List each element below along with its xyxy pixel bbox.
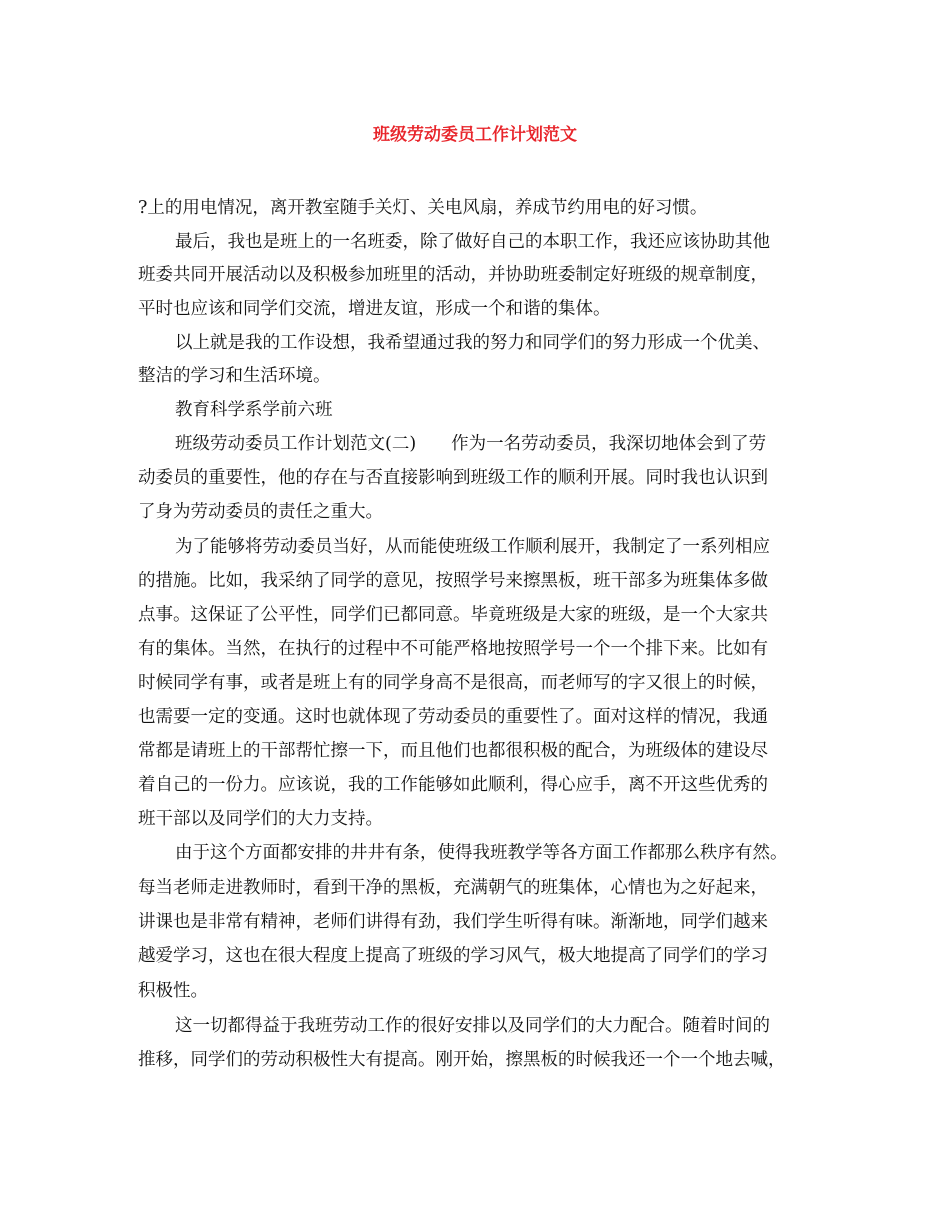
text-line: 由于这个方面都安排的井井有条，使得我班教学等各方面工作都那么秩序有然。 bbox=[175, 843, 788, 863]
text-line: 的措施。比如，我采纳了同学的意见，按照学号来擦黑板，班干部多为班集体多做 bbox=[138, 571, 768, 591]
text-line: 动委员的重要性，他的存在与否直接影响到班级工作的顺利开展。同时我也认识到 bbox=[138, 468, 768, 488]
text-line: 推移，同学们的劳动积极性大有提高。刚开始，擦黑板的时候我还一个一个地去喊， bbox=[138, 1050, 786, 1070]
text-line: 点事。这保证了公平性，同学们已都同意。毕竟班级是大家的班级，是一个大家共 bbox=[138, 605, 768, 625]
text-line: 整洁的学习和生活环境。 bbox=[138, 366, 331, 386]
text-line: 时候同学有事，或者是班上有的同学身高不是很高，而老师写的字又很上的时候， bbox=[138, 673, 768, 693]
text-line: 也需要一定的变通。这时也就体现了劳动委员的重要性了。面对这样的情况，我通 bbox=[138, 707, 768, 727]
text-line: 讲课也是非常有精神，老师们讲得有劲，我们学生听得有味。渐渐地，同学们越来 bbox=[138, 912, 768, 932]
text-line: 常都是请班上的干部帮忙擦一下，而且他们也都很积极的配合，为班级体的建设尽 bbox=[138, 741, 768, 761]
text-line: 着自己的一份力。应该说，我的工作能够如此顺利，得心应手，离不开这些优秀的 bbox=[138, 775, 768, 795]
text-line: ?上的用电情况，离开教室随手关灯、关电风扇，养成节约用电的好习惯。 bbox=[138, 198, 708, 218]
text-line: 以上就是我的工作设想，我希望通过我的努力和同学们的努力形成一个优美、 bbox=[175, 333, 770, 353]
text-line: 了身为劳动委员的责任之重大。 bbox=[138, 502, 383, 522]
text-line: 这一切都得益于我班劳动工作的很好安排以及同学们的大力配合。随着时间的 bbox=[175, 1016, 770, 1036]
text-line: 教育科学系学前六班 bbox=[175, 400, 333, 420]
text-line: 班干部以及同学们的大力支持。 bbox=[138, 809, 383, 829]
document-title: 班级劳动委员工作计划范文 bbox=[373, 125, 577, 145]
text-line: 班级劳动委员工作计划范文(二) 作为一名劳动委员，我深切地体会到了劳 bbox=[175, 434, 767, 454]
text-line: 越爱学习，这也在很大程度上提高了班级的学习风气，极大地提高了同学们的学习 bbox=[138, 946, 768, 966]
text-line: 为了能够将劳动委员当好，从而能使班级工作顺利展开，我制定了一系列相应 bbox=[175, 537, 770, 557]
text-line: 每当老师走进教师时，看到干净的黑板，充满朝气的班集体，心情也为之好起来， bbox=[138, 878, 768, 898]
text-line: 班委共同开展活动以及积极参加班里的活动，并协助班委制定好班级的规章制度， bbox=[138, 265, 768, 285]
text-line: 平时也应该和同学们交流，增进友谊，形成一个和谐的集体。 bbox=[138, 299, 611, 319]
text-line: 有的集体。当然，在执行的过程中不可能严格地按照学号一个一个排下来。比如有 bbox=[138, 639, 768, 659]
text-line: 积极性。 bbox=[138, 981, 208, 1001]
text-line: 最后，我也是班上的一名班委，除了做好自己的本职工作，我还应该协助其他 bbox=[175, 232, 770, 252]
